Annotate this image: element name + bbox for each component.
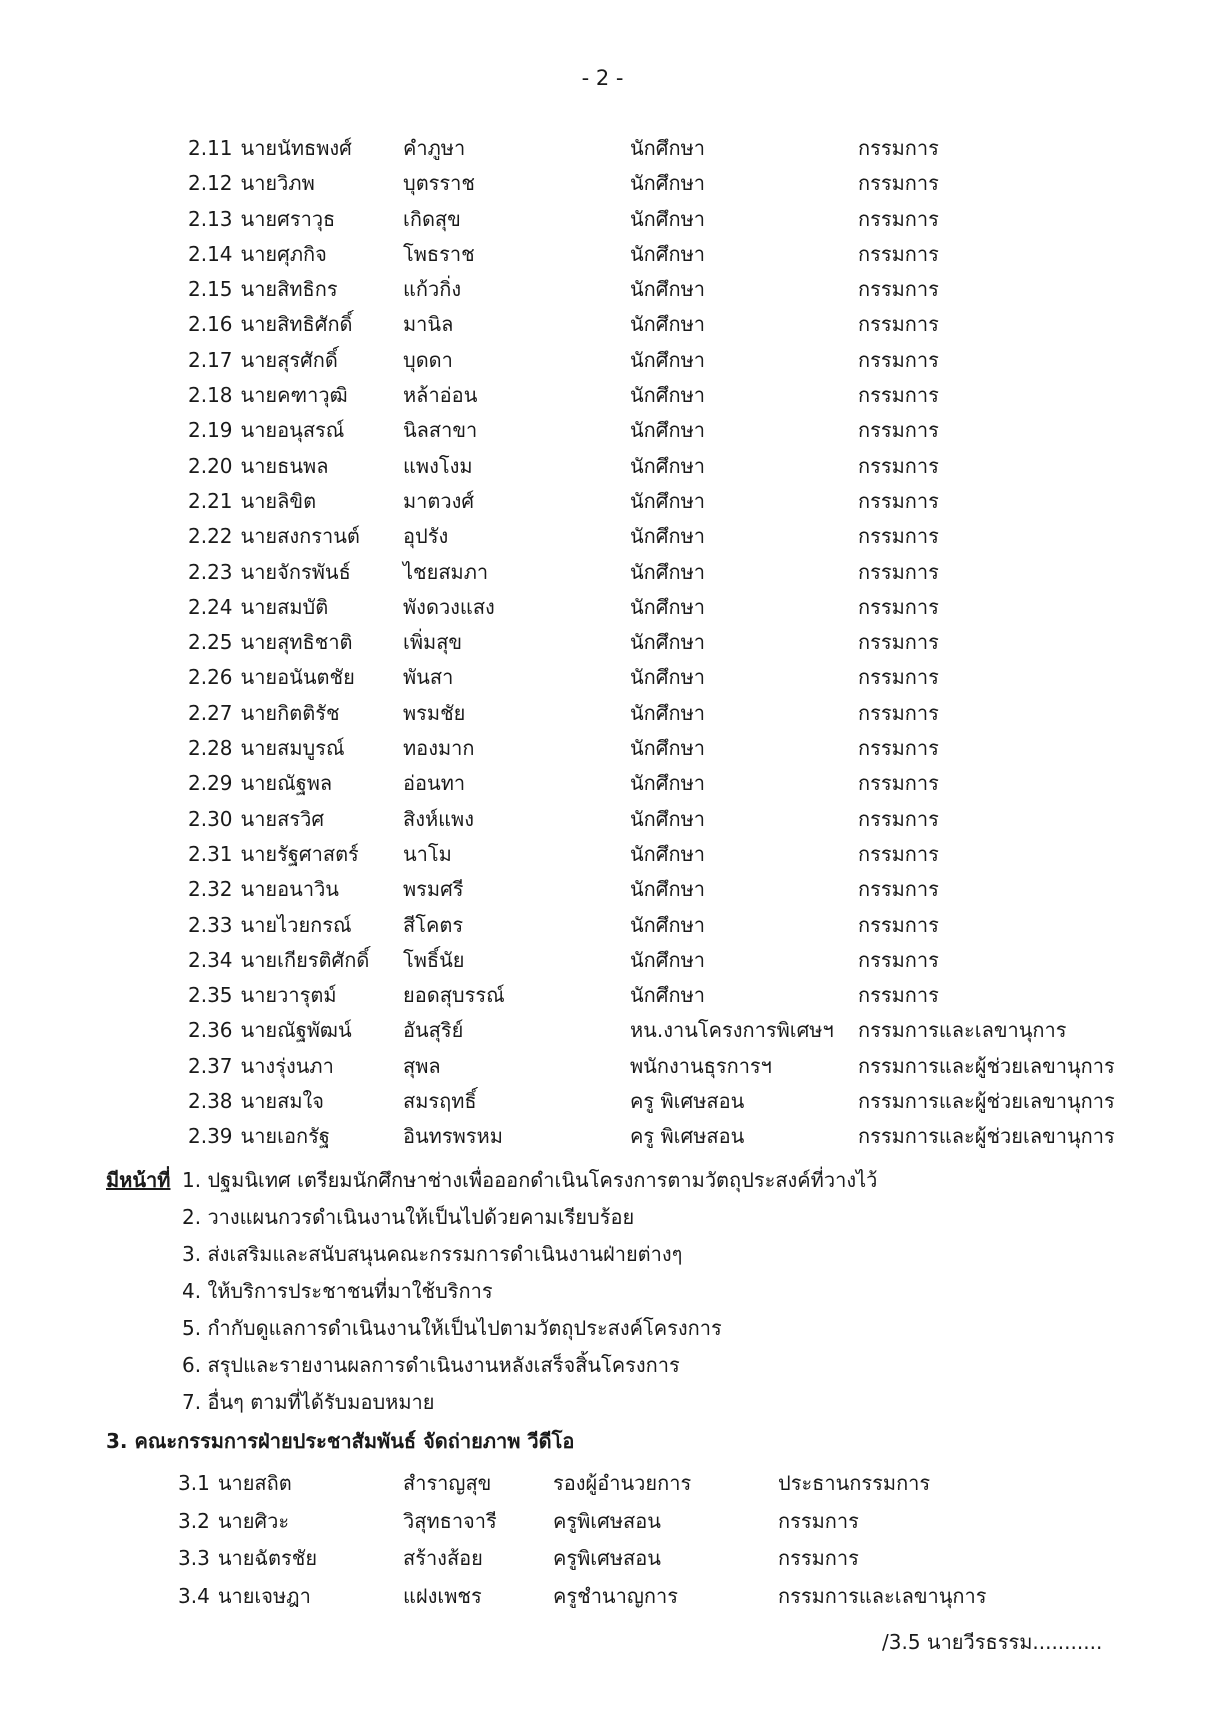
member-role: กรรมการ	[858, 312, 939, 337]
member-name: นายรัฐศาสตร์	[240, 841, 359, 866]
member-position: หน.งานโครงการพิเศษฯ	[630, 1018, 834, 1043]
member-name: นายอนาวิน	[240, 877, 339, 902]
member-position: นักศึกษา	[630, 488, 705, 513]
member-number-name	[188, 273, 338, 305]
duty-text: 2. วางแผนกวรดำเนินงานให้เป็นไปด้วยคามเรียบร้อย	[182, 1205, 635, 1229]
member-number-name	[188, 167, 315, 199]
member-row	[0, 909, 1205, 944]
member-row	[0, 485, 1205, 520]
member-name: นายสุรศักดิ์	[240, 347, 338, 372]
member-position: นักศึกษา	[630, 136, 705, 160]
member-position: นักศึกษา	[630, 665, 705, 690]
member-surname: สุพล	[403, 1053, 441, 1078]
member-name: นายสิทธิศักดิ์	[240, 312, 353, 337]
member-role: กรรมการและเลขานุการ	[858, 1018, 1067, 1043]
duty-item	[0, 1349, 1205, 1386]
member-row	[0, 1542, 1205, 1580]
member-number: 2.39	[188, 1124, 233, 1149]
member-position: นักศึกษา	[630, 877, 705, 902]
duties-label: มีหน้าที่	[106, 1168, 171, 1192]
member-row	[0, 732, 1205, 767]
member-row	[0, 873, 1205, 908]
member-number-name	[188, 697, 340, 729]
member-surname: มานิล	[403, 312, 454, 337]
member-name: นายศุภกิจ	[240, 241, 327, 266]
member-position: นักศึกษา	[630, 630, 705, 655]
member-number-name	[188, 909, 352, 941]
member-role: กรรมการ	[858, 771, 939, 796]
member-surname: อินทรพรหม	[403, 1124, 503, 1149]
member-name: นายลิขิต	[240, 488, 317, 513]
committee-3-list	[0, 1467, 1205, 1617]
member-row	[0, 132, 1205, 167]
member-row	[0, 167, 1205, 202]
member-position: นักศึกษา	[630, 559, 705, 584]
member-surname: พรมชัย	[403, 700, 466, 725]
member-surname: พรมศรี	[403, 877, 464, 902]
member-row	[0, 238, 1205, 273]
member-role: กรรมการ	[858, 947, 939, 972]
member-row	[0, 308, 1205, 343]
member-name: นายกิตติรัช	[240, 700, 340, 725]
member-name: นายเกียรติศักดิ์	[240, 947, 370, 972]
member-number-name	[178, 1467, 292, 1499]
member-name: นายสุทธิชาติ	[240, 630, 353, 655]
member-name: นายศราวุธ	[240, 206, 336, 231]
member-role: กรรมการ	[858, 559, 939, 584]
member-position: นักศึกษา	[630, 171, 705, 196]
member-number: 2.19	[188, 418, 233, 443]
member-role: กรรมการ	[858, 277, 939, 302]
member-number: 2.29	[188, 771, 233, 796]
member-surname: บุตรราช	[403, 171, 475, 196]
member-role: กรรมการ	[858, 206, 939, 231]
member-number: 2.16	[188, 312, 233, 337]
member-role: กรรมการ	[858, 700, 939, 725]
member-number: 2.28	[188, 736, 233, 761]
member-role: กรรมการและเลขานุการ	[778, 1583, 987, 1608]
member-number-name	[188, 414, 344, 446]
member-surname: อุปรัง	[403, 524, 449, 549]
member-number: 2.32	[188, 877, 233, 902]
member-position: นักศึกษา	[630, 806, 705, 831]
member-surname: สร้างส้อย	[403, 1546, 483, 1570]
member-row	[0, 697, 1205, 732]
member-number-name	[188, 1120, 330, 1152]
member-number-name	[188, 873, 339, 905]
member-surname: สำราญสุข	[403, 1471, 492, 1495]
member-row	[0, 1505, 1205, 1543]
member-number-name	[188, 838, 359, 870]
member-number: 3.4	[178, 1583, 210, 1608]
member-number: 2.31	[188, 841, 233, 866]
member-name: นายวิภพ	[240, 171, 315, 196]
member-name: นายสมใจ	[240, 1089, 325, 1114]
member-surname: อันสุริย์	[403, 1018, 464, 1043]
member-number: 2.36	[188, 1018, 233, 1043]
member-role: กรรมการ	[858, 983, 939, 1008]
member-name: นายศิวะ	[217, 1508, 290, 1533]
member-role: กรรมการและผู้ช่วยเลขานุการ	[858, 1124, 1115, 1149]
member-role: กรรมการ	[858, 806, 939, 831]
member-role: กรรมการ	[858, 241, 939, 266]
member-name: นายจักรพันธ์	[240, 559, 351, 584]
duty-text: 7. อื่นๆ ตามที่ได้รับมอบหมาย	[182, 1390, 435, 1414]
member-name: นายวารุตม์	[240, 983, 337, 1008]
duty-item	[0, 1164, 1205, 1201]
duty-item	[0, 1275, 1205, 1312]
member-name: นายไวยกรณ์	[240, 912, 352, 937]
member-number-name	[188, 661, 355, 693]
member-number-name	[188, 626, 353, 658]
member-row	[0, 1014, 1205, 1049]
member-surname: ไชยสมภา	[403, 559, 489, 584]
member-row	[0, 626, 1205, 661]
member-position: นักศึกษา	[630, 312, 705, 337]
member-number-name	[188, 944, 369, 976]
member-number: 2.15	[188, 277, 233, 302]
duty-text: 3. ส่งเสริมและสนับสนุนคณะกรรมการดำเนินงานฝ่ายต่างๆ	[182, 1242, 683, 1266]
member-number-name	[188, 1050, 334, 1082]
member-surname: มาตวงศ์	[403, 488, 475, 513]
member-position: นักศึกษา	[630, 206, 705, 231]
member-role: กรรมการและผู้ช่วยเลขานุการ	[858, 1053, 1115, 1078]
member-role: กรรมการและผู้ช่วยเลขานุการ	[858, 1089, 1115, 1114]
member-position: นักศึกษา	[630, 524, 705, 549]
member-role: กรรมการ	[858, 877, 939, 902]
member-number-name	[188, 591, 328, 623]
member-role: กรรมการ	[858, 912, 939, 937]
duty-text: 6. สรุปและรายงานผลการดำเนินงานหลังเสร็จสิ้นโครงการ	[182, 1353, 680, 1377]
member-role: กรรมการ	[858, 347, 939, 372]
member-row	[0, 1580, 1205, 1618]
member-number: 2.13	[188, 206, 233, 231]
member-row	[0, 767, 1205, 802]
member-number-name	[188, 520, 360, 552]
member-number: 2.18	[188, 383, 233, 408]
member-number-name	[188, 803, 324, 835]
member-surname: ยอดสุบรรณ์	[403, 983, 505, 1008]
member-number: 2.11	[188, 136, 233, 160]
member-surname: แฝงเพชร	[403, 1583, 482, 1608]
member-row	[0, 1050, 1205, 1085]
duties-section	[0, 1164, 1205, 1423]
member-position: นักศึกษา	[630, 418, 705, 443]
member-position: นักศึกษา	[630, 912, 705, 937]
member-row	[0, 273, 1205, 308]
member-position: นักศึกษา	[630, 383, 705, 408]
member-number: 3.2	[178, 1508, 210, 1533]
member-row	[0, 414, 1205, 449]
duty-item	[0, 1386, 1205, 1423]
member-number: 3.3	[178, 1546, 210, 1570]
member-role: กรรมการ	[858, 736, 939, 761]
member-surname: คำภูษา	[403, 136, 466, 160]
member-number: 2.37	[188, 1053, 233, 1078]
member-position: นักศึกษา	[630, 453, 705, 478]
member-number: 2.21	[188, 488, 233, 513]
member-surname: แก้วกิ่ง	[403, 277, 462, 302]
committee-2-list	[0, 132, 1205, 1156]
member-row	[0, 979, 1205, 1014]
member-name: นายสถิต	[217, 1471, 292, 1495]
member-number-name	[178, 1505, 289, 1537]
member-number-name	[188, 379, 348, 411]
member-number: 2.34	[188, 947, 233, 972]
member-role: กรรมการ	[858, 418, 939, 443]
member-name: นายนัทธพงศ์	[240, 136, 352, 160]
member-position: นักศึกษา	[630, 947, 705, 972]
member-row	[0, 803, 1205, 838]
member-surname: เกิดสุข	[403, 206, 461, 231]
member-number-name	[188, 450, 328, 482]
member-number: 2.14	[188, 241, 233, 266]
member-number-name	[188, 556, 351, 588]
member-position: นักศึกษา	[630, 983, 705, 1008]
member-role: กรรมการ	[858, 136, 939, 160]
member-name: นายสิทธิกร	[240, 277, 338, 302]
member-surname: วิสุทธาจารี	[403, 1508, 497, 1533]
member-number: 2.24	[188, 594, 233, 619]
member-number: 2.20	[188, 453, 233, 478]
member-surname: สมรฤทธิ์	[403, 1089, 477, 1114]
member-name: นางรุ่งนภา	[240, 1053, 334, 1078]
member-name: นายอนุสรณ์	[240, 418, 345, 443]
member-surname: พังดวงแสง	[403, 594, 495, 619]
member-number-name	[188, 344, 338, 376]
member-role: กรรมการ	[858, 453, 939, 478]
member-role: กรรมการ	[858, 171, 939, 196]
member-row	[0, 944, 1205, 979]
member-position: ครู พิเศษสอน	[630, 1089, 745, 1114]
member-name: นายณัฐพัฒน์	[240, 1018, 352, 1043]
member-name: นายธนพล	[240, 453, 329, 478]
member-number: 3.1	[178, 1471, 210, 1495]
member-role: กรรมการ	[858, 841, 939, 866]
member-name: นายเอกรัฐ	[240, 1124, 330, 1149]
member-position: ครูพิเศษสอน	[553, 1508, 661, 1533]
duty-item	[0, 1201, 1205, 1238]
member-name: นายณัฐพล	[240, 771, 333, 796]
member-row	[0, 379, 1205, 414]
member-role: กรรมการ	[858, 488, 939, 513]
member-position: นักศึกษา	[630, 594, 705, 619]
continuation-note: /3.5 นายวีรธรรม...........	[882, 1630, 1103, 1654]
member-number: 2.30	[188, 806, 233, 831]
member-number: 2.35	[188, 983, 233, 1008]
member-number-name	[188, 132, 352, 164]
section-3-heading: 3. คณะกรรมการฝ่ายประชาสัมพันธ์ จัดถ่ายภาพ วีดีโอ	[106, 1429, 575, 1453]
member-name: นายสมบูรณ์	[240, 736, 345, 761]
member-number: 2.22	[188, 524, 233, 549]
member-name: นายสงกรานต์	[240, 524, 360, 549]
member-name: นายคฑาวุฒิ	[240, 383, 348, 408]
member-position: นักศึกษา	[630, 277, 705, 302]
duty-text: 1. ปฐมนิเทศ เตรียมนักศึกษาช่างเพื่อออกดำเนินโครงการตามวัตถุประสงค์ที่วางไว้	[182, 1168, 878, 1192]
member-row	[0, 838, 1205, 873]
member-position: ครู พิเศษสอน	[630, 1124, 745, 1149]
member-position: รองผู้อำนวยการ	[553, 1471, 692, 1495]
member-surname: ทองมาก	[403, 736, 475, 761]
member-surname: แพงโงม	[403, 453, 473, 478]
duty-item	[0, 1312, 1205, 1349]
member-number-name	[188, 308, 353, 340]
member-surname: โพธราช	[403, 241, 475, 266]
member-surname: สิงห์แพง	[403, 806, 474, 831]
member-surname: นาโม	[403, 841, 452, 866]
member-role: กรรมการ	[858, 594, 939, 619]
member-number-name	[188, 1085, 324, 1117]
member-number: 2.25	[188, 630, 233, 655]
member-number: 2.12	[188, 171, 233, 196]
member-role: กรรมการ	[858, 665, 939, 690]
duty-item	[0, 1238, 1205, 1275]
page-number: - 2 -	[581, 66, 624, 90]
member-number-name	[188, 767, 332, 799]
member-number-name	[178, 1542, 317, 1574]
member-row	[0, 1120, 1205, 1155]
member-role: กรรมการ	[858, 383, 939, 408]
member-surname: โพธิ์นัย	[403, 947, 465, 972]
member-surname: นิลสาขา	[403, 418, 478, 443]
member-number: 2.17	[188, 347, 233, 372]
member-number: 2.38	[188, 1089, 233, 1114]
member-name: นายสมบัติ	[240, 594, 329, 619]
member-position: นักศึกษา	[630, 241, 705, 266]
member-name: นายอนันตชัย	[240, 665, 355, 690]
member-position: นักศึกษา	[630, 700, 705, 725]
member-surname: สีโคตร	[403, 912, 464, 937]
member-position: นักศึกษา	[630, 347, 705, 372]
member-number-name	[178, 1580, 311, 1612]
member-surname: เพิ่มสุข	[403, 630, 463, 655]
member-surname: พันสา	[403, 665, 454, 690]
duty-text: 4. ให้บริการประชาชนที่มาใช้บริการ	[182, 1279, 493, 1303]
member-row	[0, 203, 1205, 238]
member-row	[0, 661, 1205, 696]
member-surname: บุดดา	[403, 347, 453, 372]
member-name: นายสรวิศ	[240, 806, 325, 831]
member-position: พนักงานธุรการฯ	[630, 1053, 772, 1078]
member-position: ครูชำนาญการ	[553, 1583, 678, 1608]
member-name: นายเจษฎา	[217, 1583, 311, 1608]
member-number-name	[188, 979, 337, 1011]
member-number-name	[188, 238, 327, 270]
member-role: ประธานกรรมการ	[778, 1471, 931, 1495]
member-role: กรรมการ	[778, 1546, 859, 1570]
member-number-name	[188, 732, 345, 764]
member-position: นักศึกษา	[630, 771, 705, 796]
member-role: กรรมการ	[778, 1508, 859, 1533]
member-row	[0, 450, 1205, 485]
member-row	[0, 556, 1205, 591]
member-number-name	[188, 485, 316, 517]
duty-text: 5. กำกับดูแลการดำเนินงานให้เป็นไปตามวัตถุประสงค์โครงการ	[182, 1316, 722, 1340]
member-number-name	[188, 203, 335, 235]
member-row	[0, 520, 1205, 555]
member-position: นักศึกษา	[630, 841, 705, 866]
member-surname: อ่อนทา	[403, 771, 466, 796]
member-row	[0, 591, 1205, 626]
member-role: กรรมการ	[858, 630, 939, 655]
member-number-name	[188, 1014, 352, 1046]
member-row	[0, 1467, 1205, 1505]
member-row	[0, 1085, 1205, 1120]
member-position: ครูพิเศษสอน	[553, 1546, 661, 1570]
member-position: นักศึกษา	[630, 736, 705, 761]
member-number: 2.33	[188, 912, 233, 937]
member-row	[0, 344, 1205, 379]
member-number: 2.27	[188, 700, 233, 725]
member-surname: หล้าอ่อน	[403, 383, 478, 408]
member-name: นายฉัตรชัย	[217, 1546, 318, 1570]
member-role: กรรมการ	[858, 524, 939, 549]
member-number: 2.23	[188, 559, 233, 584]
member-number: 2.26	[188, 665, 233, 690]
